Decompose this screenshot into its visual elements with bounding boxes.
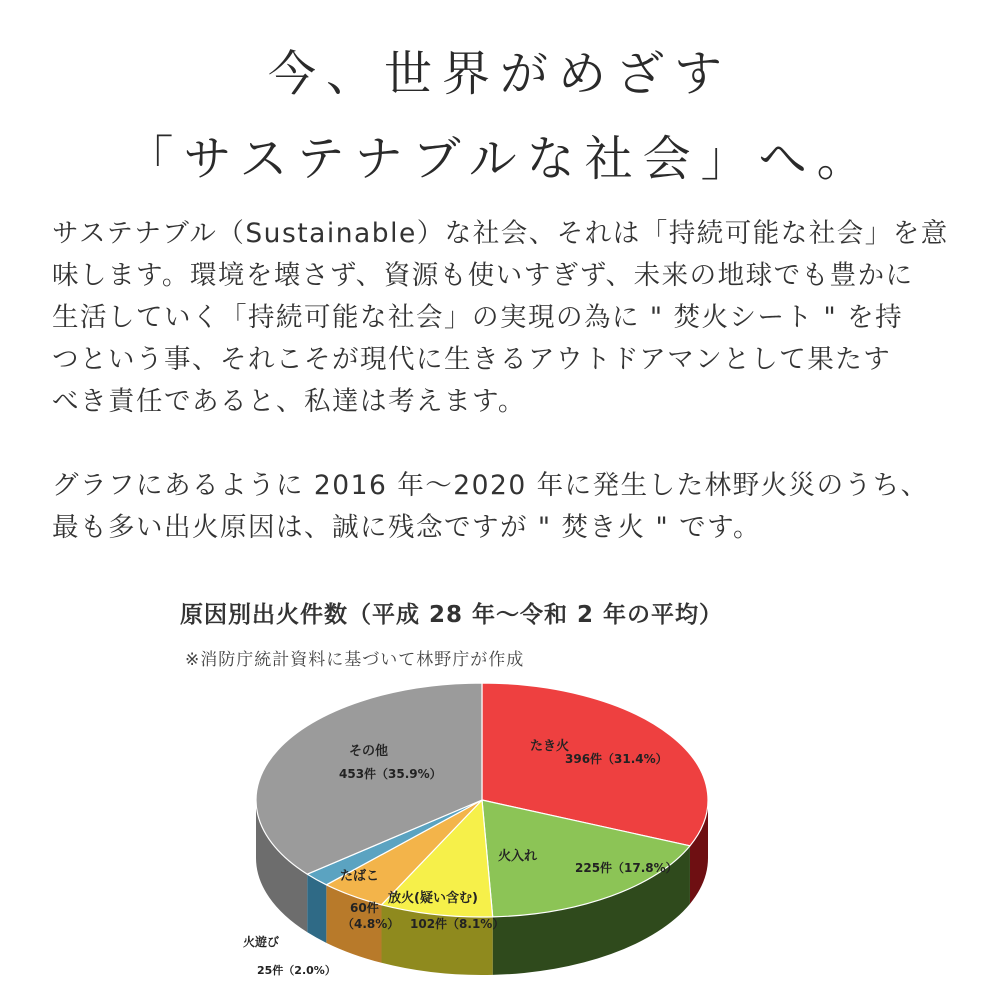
pie-label-value-1: 225件（17.8%） [575, 861, 678, 875]
chart-title: 原因別出火件数（平成 28 年〜令和 2 年の平均） [180, 602, 724, 628]
pie-side-4 [307, 874, 326, 943]
pie-label-name-4: 火遊び [243, 935, 280, 949]
paragraph-line: べき責任であると、私達は考えます。 [52, 386, 526, 417]
paragraph-line: グラフにあるように 2016 年〜2020 年に発生した林野火災のうち、 [52, 470, 929, 501]
paragraph-line: サステナブル（Sustainable）な社会、それは「持続可能な社会」を意 [52, 218, 949, 249]
paragraph-line: つという事、それこそが現代に生きるアウトドアマンとして果たす [52, 344, 892, 375]
pie-label-name-3: たばこ [340, 869, 380, 884]
pie-label-name-5: その他 [349, 744, 389, 759]
pie-label-name-0: たき火 [530, 739, 570, 754]
pie-label-value-3: 60件 [350, 901, 379, 915]
paragraph-line: 生活していく「持続可能な社会」の実現の為に " 焚火シート " を持 [52, 302, 904, 333]
paragraph-line: 最も多い出火原因は、誠に残念ですが " 焚き火 " です。 [52, 512, 761, 543]
pie-label-name-1: 火入れ [498, 849, 538, 864]
pie-label-value-4: 25件（2.0%） [257, 964, 336, 977]
pie-label-value-0: 396件（31.4%） [565, 752, 668, 766]
heading-line-1: 今、世界がめざす [267, 46, 732, 102]
heading-line-2: 「サステナブルな社会」へ。 [125, 131, 875, 187]
chart-source-note: ※消防庁統計資料に基づいて林野庁が作成 [185, 650, 525, 670]
pie-label-percent-3: （4.8%） [342, 917, 400, 931]
pie-label-value-5: 453件（35.9%） [339, 767, 442, 781]
pie-label-name-2: 放火(疑い含む) [388, 891, 478, 906]
pie-label-value-2: 102件（8.1%） [410, 917, 505, 931]
paragraph-line: 味します。環境を壊さず、資源も使いすぎず、未来の地球でも豊かに [52, 260, 914, 291]
